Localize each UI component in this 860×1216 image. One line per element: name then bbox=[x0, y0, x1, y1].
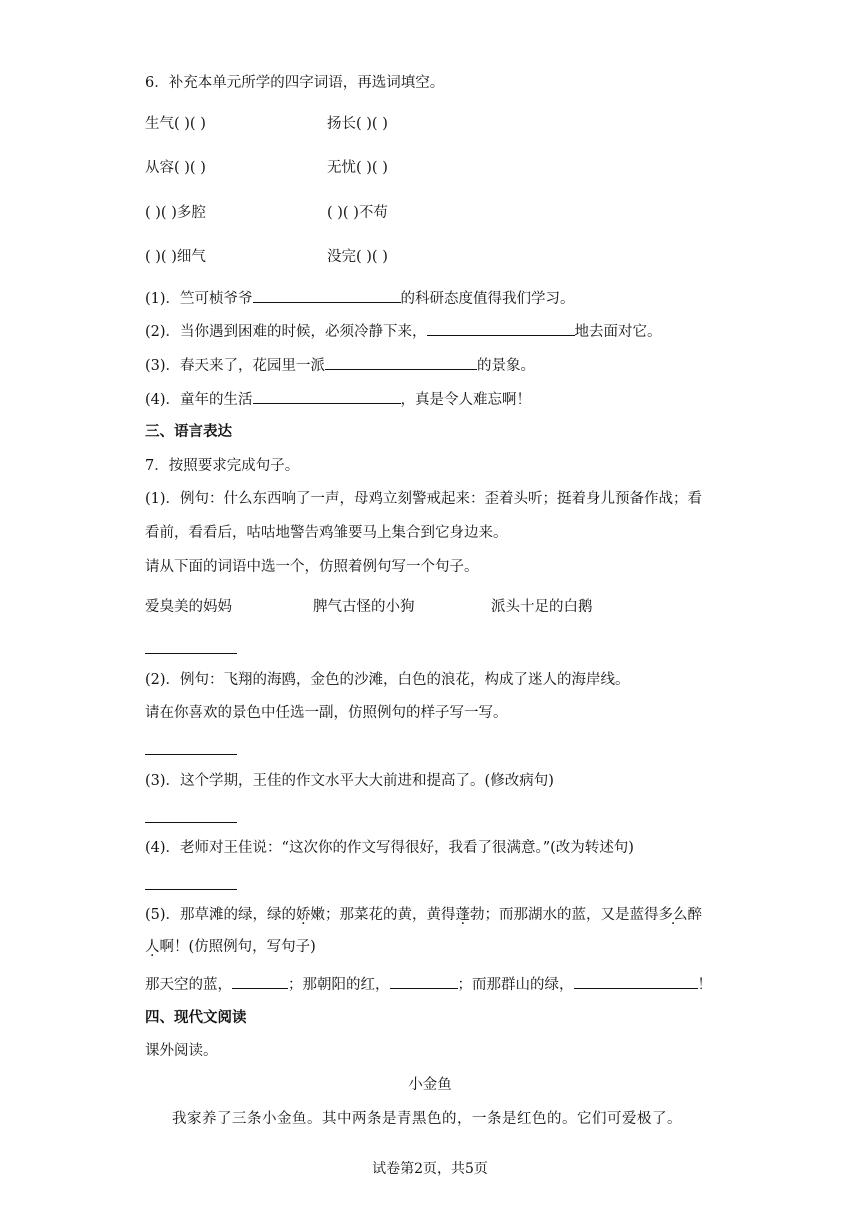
q7-1-line-2: 看前，看看后，咕咕地警告鸡雏要马上集合到它身边来。 bbox=[145, 525, 508, 541]
q6-row-3-right: ( )( )不苟 bbox=[327, 205, 388, 221]
answer-line-4[interactable] bbox=[145, 889, 237, 890]
reading-title: 小金鱼 bbox=[408, 1077, 452, 1093]
q7-5-line-1: (5)．那草滩的绿，绿的娇嫩；那菜花的黄，黄得蓬勃；而那湖水的蓝，又是蓝得多么醉 bbox=[145, 907, 703, 923]
reading-paragraph: 我家养了三条小金鱼。其中两条是青黑色的，一条是红色的。它们可爱极了。 bbox=[172, 1111, 682, 1127]
blank-line[interactable] bbox=[253, 388, 401, 404]
section-3-heading: 三、语言表达 bbox=[145, 423, 232, 440]
q6-row-2-left: 从容( )( ) bbox=[145, 160, 206, 176]
q6-title: 6．补充本单元所学的四字词语，再选词填空。 bbox=[145, 75, 445, 91]
blank-line[interactable] bbox=[253, 287, 401, 303]
q6-row-4-left: ( )( )细气 bbox=[145, 249, 206, 265]
q7-3: (3)．这个学期，王佳的作文水平大大前进和提高了。(修改病句) bbox=[145, 773, 554, 789]
reading-intro: 课外阅读。 bbox=[145, 1043, 218, 1059]
blank-line[interactable] bbox=[574, 973, 698, 989]
q7-2-line-1: (2)．例句：飞翔的海鸥，金色的沙滩，白色的浪花，构成了迷人的海岸线。 bbox=[145, 672, 630, 688]
answer-line-1[interactable] bbox=[145, 653, 237, 654]
q7-5-line-2: 人啊！(仿照例句，写句子) bbox=[145, 939, 316, 955]
q7-title: 7．按照要求完成句子。 bbox=[145, 458, 300, 474]
q6-row-1-left: 生气( )( ) bbox=[145, 116, 206, 132]
q6-sentence-2: (2)．当你遇到困难的时候，必须冷静下来， 地去面对它。 bbox=[145, 320, 662, 342]
q7-2-line-2: 请在你喜欢的景色中任选一副，仿照例句的样子写一写。 bbox=[145, 705, 508, 721]
section-4-heading: 四、现代文阅读 bbox=[145, 1009, 247, 1026]
answer-line-3[interactable] bbox=[145, 822, 237, 823]
q7-1-option-1: 爱臭美的妈妈 bbox=[145, 599, 232, 615]
blank-line[interactable] bbox=[232, 973, 288, 989]
q7-1-line-1: (1)．例句：什么东西响了一声，母鸡立刻警戒起来：歪着头听；挺着身儿预备作战；看 bbox=[145, 491, 703, 507]
q7-5-line-3: 那天空的蓝， ；那朝阳的红， ；而那群山的绿， ！ bbox=[145, 973, 712, 995]
q6-sentence-4: (4)．童年的生活 ，真是令人难忘啊！ bbox=[145, 388, 531, 410]
q6-row-2-right: 无忧( )( ) bbox=[327, 160, 388, 176]
page-footer: 试卷第2页，共5页 bbox=[372, 1161, 488, 1177]
q7-1-line-3: 请从下面的词语中选一个，仿照着例句写一个句子。 bbox=[145, 559, 479, 575]
q6-sentence-3: (3)．春天来了，花园里一派 的景象。 bbox=[145, 354, 535, 376]
q7-4: (4)．老师对王佳说：“这次你的作文写得很好，我看了很满意。”(改为转述句) bbox=[145, 840, 634, 856]
blank-line[interactable] bbox=[325, 354, 477, 370]
q7-1-option-3: 派头十足的白鹅 bbox=[491, 599, 593, 615]
q6-sentence-1: (1)．竺可桢爷爷 的科研态度值得我们学习。 bbox=[145, 287, 575, 309]
answer-line-2[interactable] bbox=[145, 754, 237, 755]
blank-line[interactable] bbox=[390, 973, 458, 989]
q6-row-1-right: 扬长( )( ) bbox=[327, 116, 388, 132]
blank-line[interactable] bbox=[427, 320, 575, 336]
q6-row-3-left: ( )( )多腔 bbox=[145, 205, 206, 221]
q7-1-option-2: 脾气古怪的小狗 bbox=[313, 599, 415, 615]
q6-row-4-right: 没完( )( ) bbox=[327, 249, 388, 265]
